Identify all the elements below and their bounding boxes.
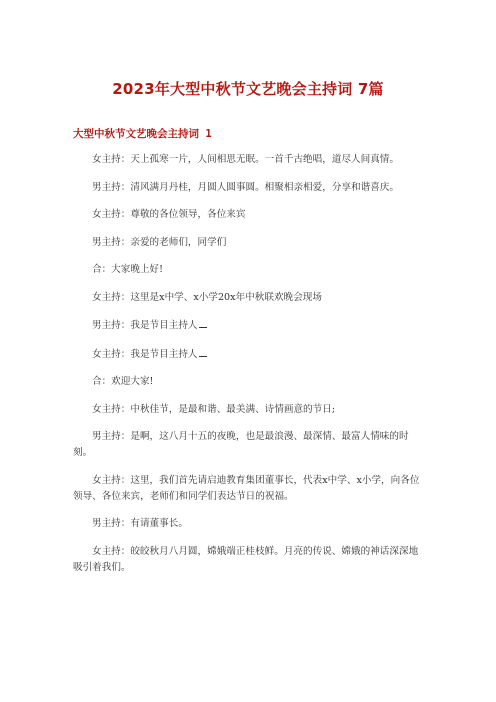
- paragraph: [73, 516, 427, 532]
- paragraph-text: 女主持：天上孤寒一片，人间相思无眠。一首千古绝唱，道尽人间真情。: [92, 154, 399, 165]
- paragraph-text: 男主持：清风满月丹桂，月圆人圆事圆。相聚相亲相爱，分享和谐喜庆。: [92, 181, 399, 193]
- section-title: 大型中秋节文艺晚会主持词 1: [73, 128, 212, 140]
- document-title: 2023年大型中秋节文艺晚会主持词 7篇: [112, 80, 384, 98]
- document-body: [73, 152, 427, 587]
- paragraph: [73, 402, 427, 418]
- paragraph: [73, 429, 427, 461]
- paragraph: [73, 152, 427, 168]
- paragraph-text: 合：欢迎大家!: [92, 376, 154, 387]
- paragraph: [73, 180, 427, 196]
- paragraph-text: 女主持：尊敬的各位领导，各位来宾: [92, 209, 246, 220]
- paragraph-text: 女主持：这里，我们首先请启迪教育集团董事长，代表x中学、x小学，向各位领导、各位来宾，老师们和同学们表达节日的祝福。: [73, 474, 420, 502]
- paragraph: [73, 262, 427, 278]
- paragraph-text: 女主持：中秋佳节，是最和谐、最美满、诗情画意的节日;: [92, 403, 336, 415]
- paragraph: [73, 473, 427, 505]
- paragraph: [73, 207, 427, 223]
- name-blank-line: [199, 317, 207, 328]
- name-blank-line: [199, 346, 207, 357]
- paragraph: [73, 290, 427, 306]
- paragraph: [73, 374, 427, 390]
- paragraph: [73, 235, 427, 251]
- paragraph: [73, 346, 427, 363]
- paragraph-text: 女主持：这里是x中学、x小学20x年中秋联欢晚会现场: [92, 291, 322, 303]
- paragraph-text: 女主持：皎皎秋月八月圆，嫦娥端正桂枝鲜。月亮的传说、嫦娥的神话深深地吸引着我们。: [73, 545, 419, 573]
- paragraph-text: 女主持：我是节目主持人: [92, 348, 198, 360]
- paragraph-text: 男主持：亲爱的老师们，同学们: [92, 236, 227, 248]
- paragraph: [73, 544, 427, 576]
- paragraph-text: 男主持：我是节目主持人: [92, 320, 198, 331]
- paragraph: [73, 317, 427, 334]
- paragraph-text: 男主持：是啊，这八月十五的夜晚，也是最浪漫、最深情、最富人情味的时刻。: [73, 431, 409, 458]
- paragraph-text: 合：大家晚上好!: [92, 264, 164, 275]
- paragraph-text: 男主持：有请董事长。: [92, 518, 188, 529]
